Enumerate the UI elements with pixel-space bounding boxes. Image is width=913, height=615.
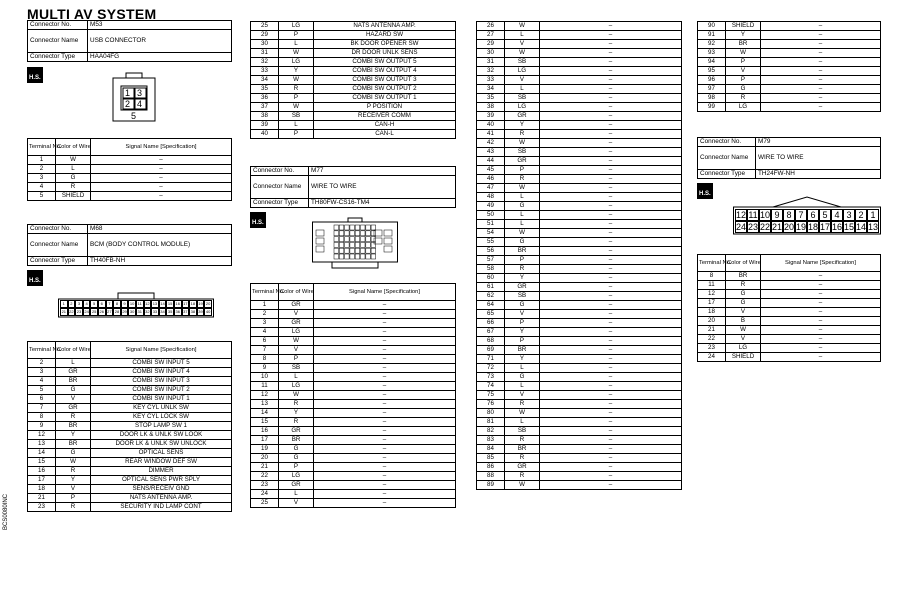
table-row: 72 L – [477,364,682,373]
pin-label: 20 [205,301,211,306]
table-row: 7 GR KEY CYL UNLK SW [28,404,232,413]
table-row: 46 R – [477,175,682,184]
table-row: 7 V – [251,346,456,355]
table-row: 62 SB – [477,292,682,301]
table-row: 85 R – [477,454,682,463]
table-row: 34 W COMBI SW OUTPUT 3 [251,76,456,85]
table-row: 20 G – [251,454,456,463]
pin-label: 27 [107,309,112,314]
table-row: 61 GR – [477,283,682,292]
table-row: 65 V – [477,310,682,319]
table-row: 90 SHIELD – [698,22,881,31]
pin-label: 19 [198,301,203,306]
table-row: 25 LG NATS ANTENNA AMP. [251,22,456,31]
table-row: 27 L – [477,31,682,40]
table-row: 11 LG – [251,382,456,391]
pin-label: 30 [129,309,135,314]
table-row: 86 GR – [477,463,682,472]
pin-label: 14 [160,301,165,306]
pin-label: 5 [819,209,831,221]
table-row: 18 V – [698,308,881,317]
table-row: 6 V COMBI SW INPUT 1 [28,395,232,404]
table-row: 14 G OPTICAL SENS [28,449,232,458]
pin-label: 19 [796,222,807,232]
connector-m79: Connector No. M79 Connector Name WIRE TO WIRE Connector Type TH24FW-NH [697,137,881,179]
table-row: 48 L – [477,193,682,202]
table-row: 42 W – [477,139,682,148]
table-row: 38 LG – [477,103,682,112]
table-row: 17 G – [698,299,881,308]
table-row: 3 GR – [251,319,456,328]
pin-label: 8 [113,300,121,308]
table-row: 74 L – [477,382,682,391]
pin-label: 21 [61,309,67,314]
m77-connector-diagram [312,214,398,275]
table-row: 40 P CAN-L [251,130,456,139]
table-row: 23 GR – [251,481,456,490]
figure-code: BCS0080INC [3,493,9,530]
pin-label: 14 [856,222,867,232]
pin-label: 9 [771,209,783,221]
pin-label: 15 [167,301,173,306]
pin-label: 10 [760,210,771,220]
table-row: 3 GR COMBI SW INPUT 4 [28,368,232,377]
table-row: 36 P COMBI SW OUTPUT 1 [251,94,456,103]
table-row: 11 R – [698,281,881,290]
m77-terminal-table-cont2 [697,21,881,112]
table-row: 12 G – [698,290,881,299]
pin-label: 13 [868,222,879,232]
table-row: 18 V SENS/RECEIV GND [28,485,232,494]
table-row: 66 P – [477,319,682,328]
table-row: 22 LG – [251,472,456,481]
connector-m68: Connector No. M68 Connector Name BCM (BODY CONTROL MODULE) Connector Type TH40FB-NH [27,224,232,266]
pin-label: 5 [131,111,137,121]
table-row: 17 BR – [251,436,456,445]
table-row: 16 GR – [251,427,456,436]
pin-label: 17 [183,301,188,306]
table-row: 88 R – [477,472,682,481]
table-row: 15 R – [251,418,456,427]
pin-label: 6 [807,209,819,221]
m79-terminal-table: Terminal No. Color of Wire Signal Name [Specification] 8 BR – 11 R – 12 G – 17 G – 18 V – 20 B – 21 W – 22 V – 23 LG – 24 SHIELD – [697,254,881,362]
table-row: 12 Y DOOR LK & UNLK SW LOOK [28,431,232,440]
table-row: 39 L CAN-H [251,121,456,130]
m77-terminal-table-cont [476,21,682,490]
table-row: 2 L – [28,165,232,174]
table-row: 23 R SECURITY IND LAMP CONT [28,503,232,512]
pin-label: 2 [855,209,867,221]
m68-connector-diagram [58,290,214,318]
table-row: 60 Y – [477,274,682,283]
pin-label: 21 [772,222,783,232]
table-row: 96 P – [698,76,881,85]
table-row: 76 R – [477,400,682,409]
pin-label: 28 [114,309,120,314]
table-row: 98 R – [698,94,881,103]
pin-label: 24 [84,309,89,314]
table-row: 13 R – [251,400,456,409]
pin-label: 11 [137,301,142,306]
pin-label: 1 [125,88,131,98]
table-row: 44 GR – [477,157,682,166]
table-row: 2 L COMBI SW INPUT 5 [28,359,232,368]
table-row: 41 R – [477,130,682,139]
pin-label: 18 [808,222,819,232]
pin-label: 6 [98,300,106,308]
table-row: 1 W – [28,156,232,165]
table-row: 32 LG COMBI SW OUTPUT 5 [251,58,456,67]
pin-label: 23 [748,222,759,232]
pin-label: 16 [832,222,843,232]
pin-label: 33 [152,309,158,314]
pin-label: 1 [60,300,68,308]
table-row: 68 P – [477,337,682,346]
table-row: 43 SB – [477,148,682,157]
pin-label: 13 [152,301,158,306]
pin-label: 4 [831,209,843,221]
table-row: 30 W – [477,49,682,58]
table-row: 37 W P POSITION [251,103,456,112]
table-row: 5 G COMBI SW INPUT 2 [28,386,232,395]
table-row: 29 V – [477,40,682,49]
pin-label: 3 [75,300,83,308]
table-row: 8 P – [251,355,456,364]
table-row: 22 V – [698,335,881,344]
table-row: 34 L – [477,85,682,94]
pin-label: 37 [183,309,188,314]
table-row: 1 GR – [251,301,456,310]
table-row: 57 P – [477,256,682,265]
table-row: 3 G – [28,174,232,183]
pin-label: 3 [843,209,855,221]
pin-label: 22 [69,309,74,314]
table-row: 55 G – [477,238,682,247]
table-row: 9 SB – [251,364,456,373]
pin-label: 18 [190,301,196,306]
table-row: 92 BR – [698,40,881,49]
pin-label: 11 [748,210,758,220]
table-row: 4 R – [28,183,232,192]
table-row: 49 G – [477,202,682,211]
pin-label: 20 [784,222,795,232]
table-row: 25 V – [251,499,456,508]
pin-label: 25 [91,309,97,314]
table-row: 26 W – [477,22,682,31]
pin-label: 12 [145,301,150,306]
table-row: 45 P – [477,166,682,175]
hs-icon: H.S. [27,270,43,286]
table-row: 35 SB – [477,94,682,103]
table-row: 56 BR – [477,247,682,256]
pin-label: 15 [844,222,855,232]
pin-label: 4 [83,300,91,308]
table-row: 32 LG – [477,67,682,76]
table-row: 81 L – [477,418,682,427]
table-row: 39 GR – [477,112,682,121]
connector-m77: Connector No. M77 Connector Name WIRE TO WIRE Connector Type TH80FW-CS16-TM4 [250,166,456,208]
table-row: 13 BR DOOR LK & UNLK SW UNLOCK [28,440,232,449]
table-row: 89 W – [477,481,682,490]
pin-label: 7 [795,209,807,221]
pin-label: 36 [175,309,180,314]
table-row: 35 R COMBI SW OUTPUT 2 [251,85,456,94]
connector-m53: Connector No. M53 Connector Name USB CONNECTOR Connector Type HAA04FG [27,20,232,62]
table-row: 4 BR COMBI SW INPUT 3 [28,377,232,386]
pin-label: 17 [820,222,831,232]
table-row: 93 W – [698,49,881,58]
table-row: 23 LG – [698,344,881,353]
table-row: 71 Y – [477,355,682,364]
table-row: 30 L BK DOOR OPENER SW [251,40,456,49]
table-row: 54 W – [477,229,682,238]
m53-connector-diagram [112,72,156,122]
m79-connector-diagram [733,195,881,235]
pin-label: 3 [137,88,143,98]
table-row: 8 BR – [698,272,881,281]
pin-label: 16 [175,301,180,306]
table-row: 99 LG – [698,103,881,112]
table-row: 40 Y – [477,121,682,130]
table-row: 19 G – [251,445,456,454]
table-row: 97 G – [698,85,881,94]
hs-icon: H.S. [27,67,43,83]
hs-icon: H.S. [697,183,713,199]
m53-terminal-table: Terminal No. Color of Wire Signal Name [Specification] 1 W – 2 L – 3 G – 4 R – 5 SHIELD – [27,138,232,201]
table-row: 83 R – [477,436,682,445]
table-row: 91 Y – [698,31,881,40]
pin-label: 4 [137,99,143,109]
pin-label: 23 [76,309,82,314]
table-row: 31 SB – [477,58,682,67]
table-row: 75 V – [477,391,682,400]
table-row: 24 L – [251,490,456,499]
pin-label: 26 [99,309,104,314]
table-row: 21 W – [698,326,881,335]
table-row: 64 G – [477,301,682,310]
pin-label: 39 [198,309,203,314]
table-row: 58 R – [477,265,682,274]
pin-label: 32 [145,309,150,314]
table-row: 47 W – [477,184,682,193]
m68-terminal-table-cont [250,21,456,139]
pin-label: 29 [122,309,127,314]
table-row: 6 W – [251,337,456,346]
pin-label: 40 [205,309,211,314]
m68-terminal-table: Terminal No. Color of Wire Signal Name [Specification] 2 L COMBI SW INPUT 5 3 GR COMBI SW INPUT 4 4 BR COMBI SW INPUT 3 5 G COMBI SW INPUT 2 6 V COMBI SW INPUT 1 7 GR KEY CYL UNLK SW 8 R KEY CYL LOCK SW 9 BR STOP LAMP SW 1 12 Y DOOR LK & UNLK SW LOOK 13 BR DOOR LK & UNLK SW UNLOCK 14 G OPTICAL SENS 15 W REAR WINDOW DEF SW 16 R DIMMER 17 Y OPTICAL SENS PWR SPLY 18 V SENS/RECEIV GND 21 P NATS ANTENNA AMP. 23 R SECURITY IND LAMP CONT [27,341,232,512]
pin-label: 9 [121,300,129,308]
table-row: 31 W DR DOOR UNLK SENS [251,49,456,58]
pin-label: 1 [867,209,879,221]
pin-label: 34 [160,309,165,314]
table-row: 14 Y – [251,409,456,418]
table-row: 8 R KEY CYL LOCK SW [28,413,232,422]
table-row: 69 BR – [477,346,682,355]
pin-label: 2 [125,99,131,109]
table-row: 12 W – [251,391,456,400]
table-row: 29 P HAZARD SW [251,31,456,40]
table-row: 95 V – [698,67,881,76]
table-row: 20 B – [698,317,881,326]
pin-label: 10 [129,301,135,306]
table-row: 21 P NATS ANTENNA AMP. [28,494,232,503]
pin-label: 2 [68,300,76,308]
pin-label: 24 [736,222,747,232]
m77-terminal-table: Terminal No. Color of Wire Signal Name [Specification] 1 GR – 2 V – 3 GR – 4 LG – 6 W – 7 V – 8 P – 9 SB – 10 L – 11 LG – 12 W – 13 R – 14 Y – 15 R – 16 GR – 17 BR – 19 G – 20 G – 21 P – 22 LG – 23 GR – 24 L – 25 V – [250,283,456,508]
table-row: 33 V – [477,76,682,85]
table-row: 9 BR STOP LAMP SW 1 [28,422,232,431]
table-row: 21 P – [251,463,456,472]
page-title: MULTI AV SYSTEM [27,6,157,22]
table-row: 15 W REAR WINDOW DEF SW [28,458,232,467]
table-row: 50 L – [477,211,682,220]
table-row: 38 SB RECEIVER COMM [251,112,456,121]
pin-label: 8 [783,209,795,221]
pin-label: 7 [106,300,114,308]
table-row: 82 SB – [477,427,682,436]
table-row: 84 BR – [477,445,682,454]
table-row: 16 R DIMMER [28,467,232,476]
table-row: 24 SHIELD – [698,353,881,362]
hs-icon: H.S. [250,212,266,228]
table-row: 33 Y COMBI SW OUTPUT 4 [251,67,456,76]
table-row: 5 SHIELD – [28,192,232,201]
table-row: 4 LG – [251,328,456,337]
table-row: 10 L – [251,373,456,382]
pin-label: 12 [736,210,747,220]
table-row: 80 W – [477,409,682,418]
pin-label: 35 [167,309,173,314]
table-row: 67 Y – [477,328,682,337]
pin-label: 5 [90,300,98,308]
table-row: 2 V – [251,310,456,319]
table-row: 94 P – [698,58,881,67]
pin-label: 22 [760,222,771,232]
pin-label: 38 [190,309,196,314]
table-row: 51 L – [477,220,682,229]
table-row: 17 Y OPTICAL SENS PWR SPLY [28,476,232,485]
table-row: 73 G – [477,373,682,382]
pin-label: 31 [137,309,142,314]
